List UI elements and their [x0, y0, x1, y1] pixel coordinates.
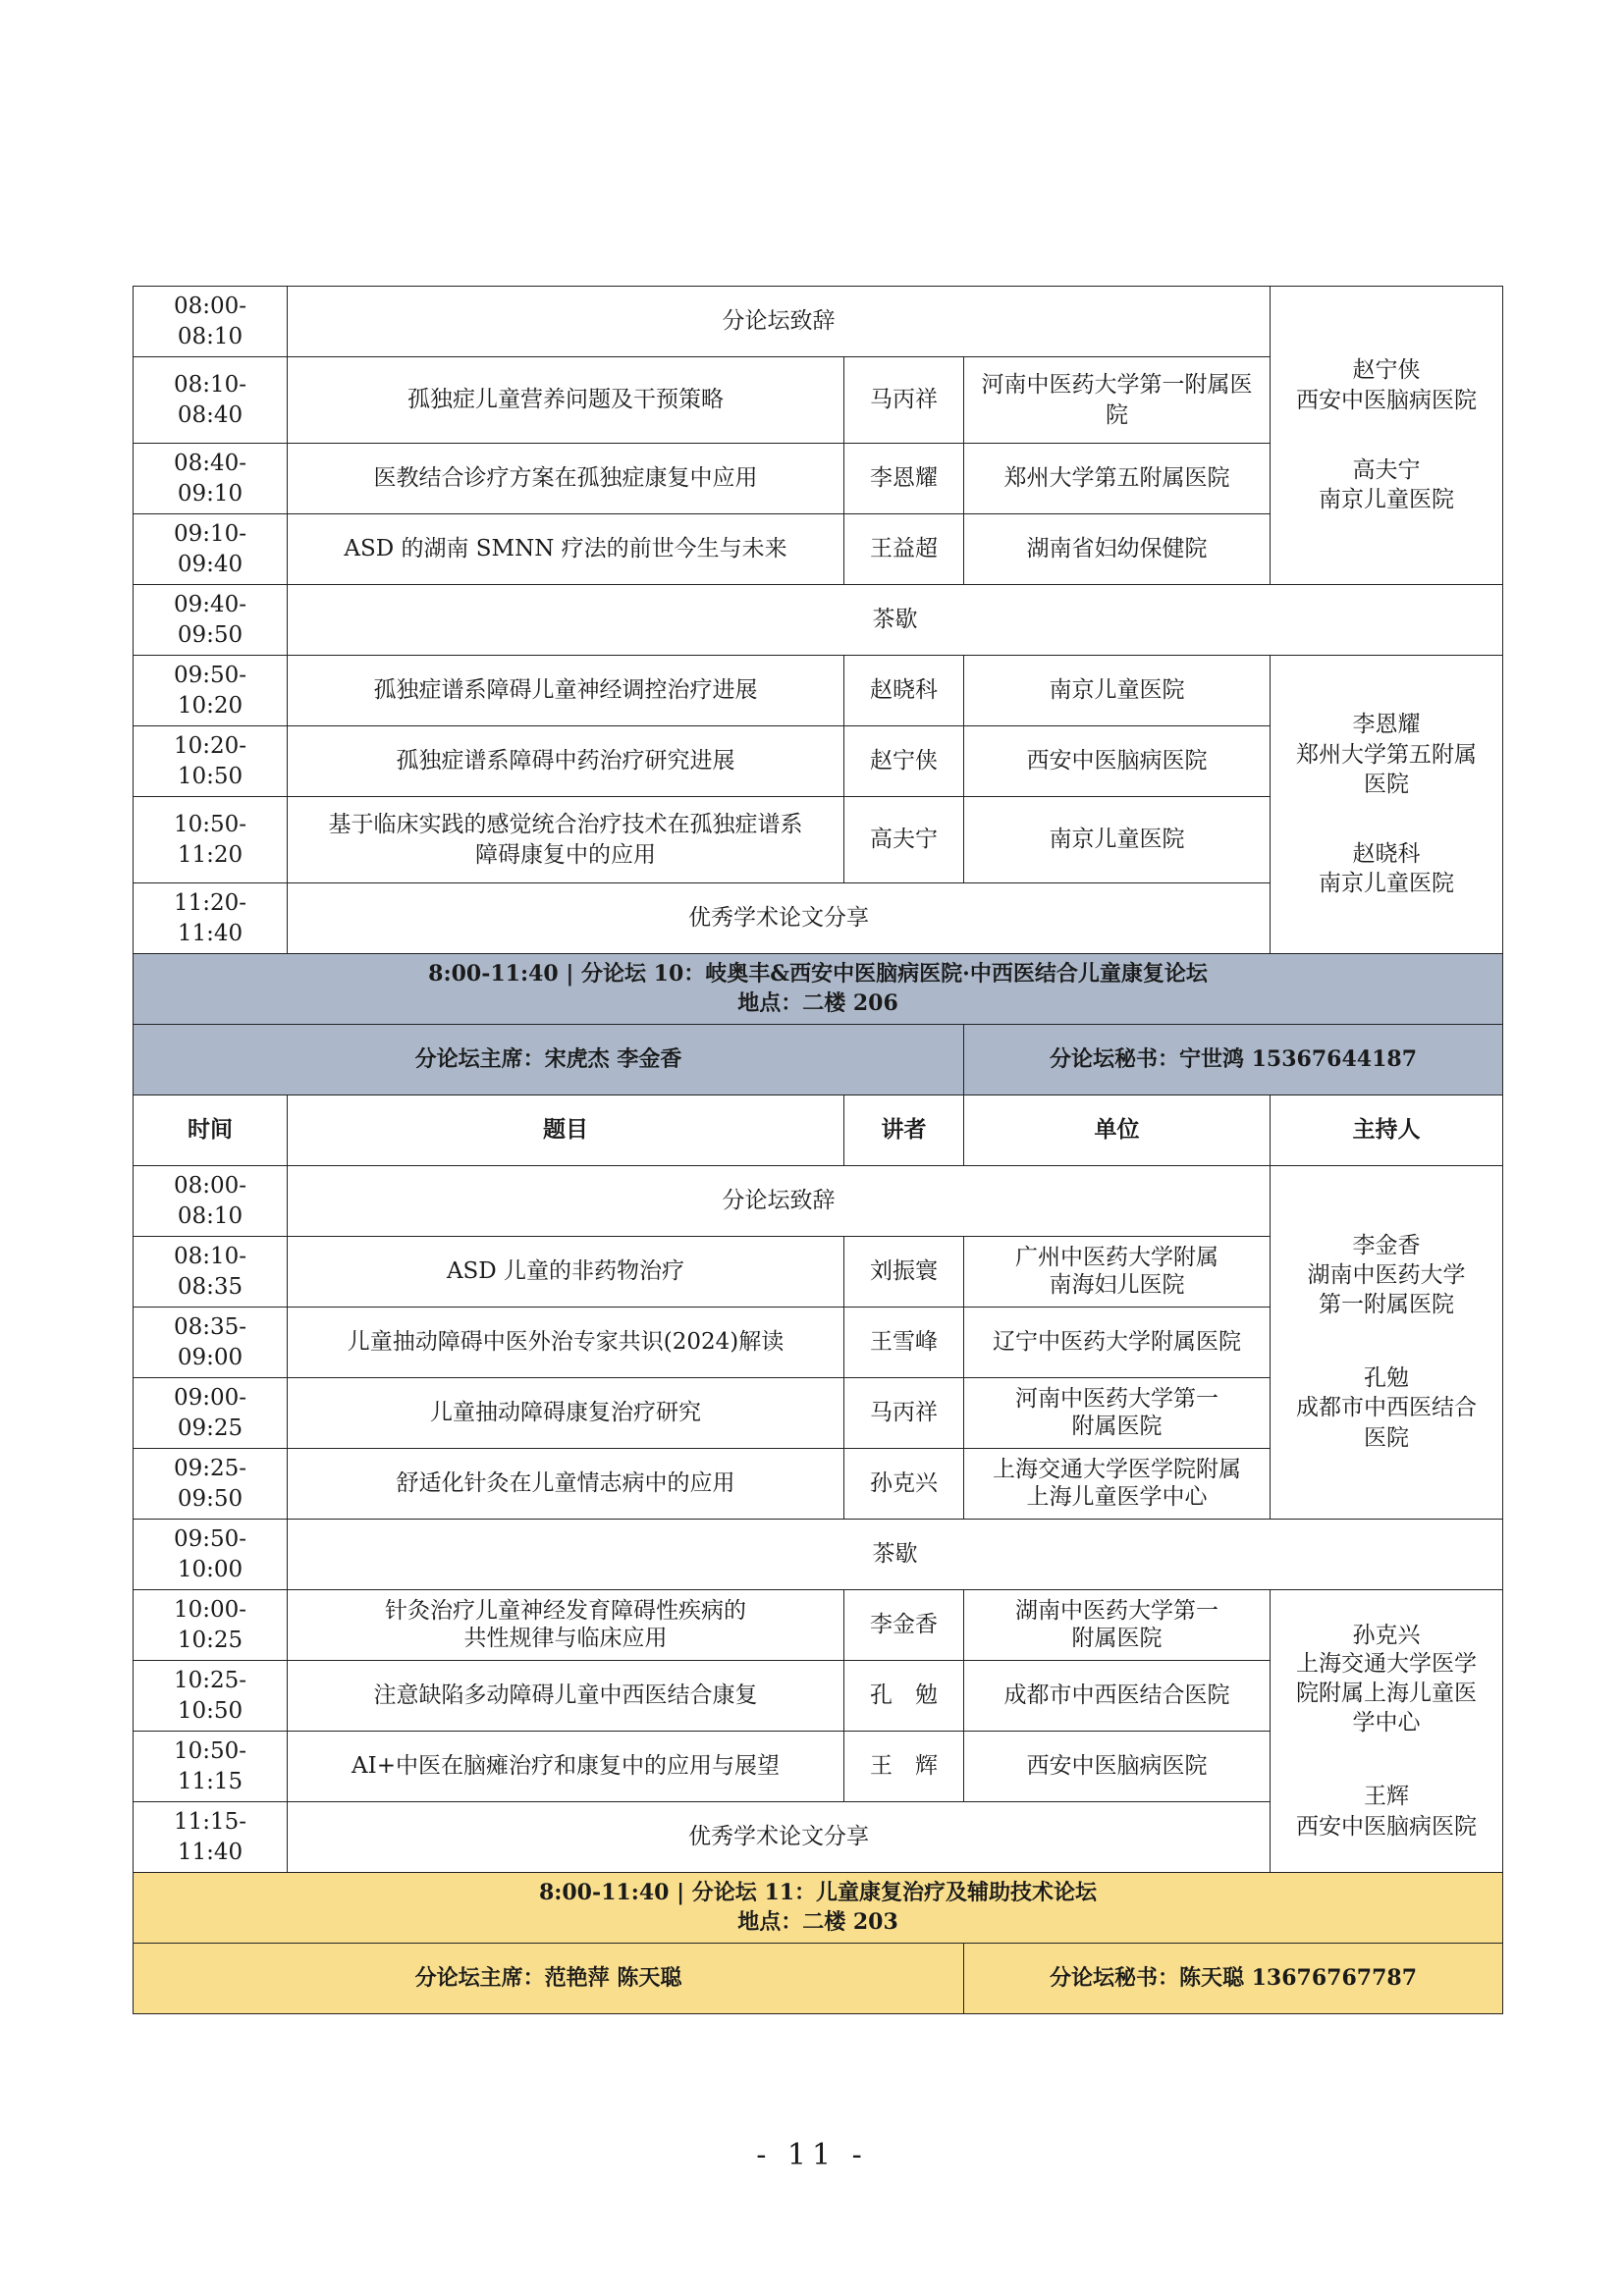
- time-cell: 11:20-11:40: [134, 883, 288, 954]
- host-cell: [1271, 287, 1503, 585]
- time-cell: 10:25-10:50: [134, 1661, 288, 1732]
- topic-cell: 医教结合诊疗方案在孤独症康复中应用: [288, 444, 844, 514]
- unit-cell: 河南中医药大学第一 附属医院: [964, 1378, 1271, 1449]
- unit-cell: 南京儿童医院: [964, 797, 1271, 883]
- table-row: [134, 656, 1503, 726]
- speaker-cell: 李恩耀: [844, 444, 964, 514]
- speaker-cell: 马丙祥: [844, 1378, 964, 1449]
- forum-location: 地点：二楼 206: [737, 989, 898, 1016]
- time-cell: 09:50-10:20: [134, 656, 288, 726]
- host-cell: [1271, 1590, 1503, 1873]
- forum-location: 地点：二楼 203: [737, 1908, 898, 1935]
- topic-cell: 舒适化针灸在儿童情志病中的应用: [288, 1449, 844, 1520]
- host-name: 王辉: [1364, 1784, 1409, 1810]
- table-row: [134, 1520, 1503, 1590]
- topic-cell: 注意缺陷多动障碍儿童中西医结合康复: [288, 1661, 844, 1732]
- unit-cell: 河南中医药大学第一附属医院: [964, 357, 1271, 444]
- time-cell: 08:00-08:10: [134, 1166, 288, 1237]
- break-cell: 茶歇: [288, 585, 1503, 656]
- unit-cell: 西安中医脑病医院: [964, 1732, 1271, 1802]
- time-cell: 10:50-11:20: [134, 797, 288, 883]
- time-cell: 08:00-08:10: [134, 287, 288, 357]
- table-row: [134, 287, 1503, 357]
- host-org: 医院: [1364, 772, 1409, 798]
- host-org: 湖南中医药大学: [1307, 1262, 1466, 1289]
- host-name: 李恩耀: [1352, 712, 1421, 738]
- speaker-cell: 孙克兴: [844, 1449, 964, 1520]
- host-name: 赵晓科: [1352, 840, 1421, 867]
- column-header-row: [134, 1095, 1503, 1166]
- forum-title: 8:00-11:40 | 分论坛 10：岐奥丰&西安中医脑病医院·中西医结合儿童康复论坛: [428, 960, 1208, 987]
- speaker-cell: 王益超: [844, 514, 964, 585]
- unit-cell: 郑州大学第五附属医院: [964, 444, 1271, 514]
- speaker-cell: 赵宁侠: [844, 726, 964, 797]
- topic-cell: AI+中医在脑瘫治疗和康复中的应用与展望: [288, 1732, 844, 1802]
- column-header-unit: 单位: [964, 1095, 1271, 1166]
- host-org: 西安中医脑病医院: [1296, 1813, 1477, 1840]
- unit-cell: 成都市中西医结合医院: [964, 1661, 1271, 1732]
- topic-cell: 孤独症谱系障碍儿童神经调控治疗进展: [288, 656, 844, 726]
- table-row: [134, 585, 1503, 656]
- topic-cell: ASD 儿童的非药物治疗: [288, 1237, 844, 1308]
- column-header-host: 主持人: [1271, 1095, 1503, 1166]
- unit-cell: 南京儿童医院: [964, 656, 1271, 726]
- unit-cell: 西安中医脑病医院: [964, 726, 1271, 797]
- host-name: 孙克兴: [1352, 1622, 1421, 1648]
- time-cell: 10:20-10:50: [134, 726, 288, 797]
- topic-cell: 孤独症谱系障碍中药治疗研究进展: [288, 726, 844, 797]
- topic-cell: 针灸治疗儿童神经发育障碍性疾病的 共性规律与临床应用: [288, 1590, 844, 1661]
- schedule-table: [133, 286, 1503, 2014]
- speaker-cell: 赵晓科: [844, 656, 964, 726]
- time-cell: 09:25-09:50: [134, 1449, 288, 1520]
- time-cell: 11:15-11:40: [134, 1802, 288, 1873]
- table-row: [134, 1166, 1503, 1237]
- host-org: 第一附属医院: [1319, 1291, 1454, 1317]
- forum-chair-row: [134, 1025, 1503, 1095]
- unit-cell: 湖南中医药大学第一 附属医院: [964, 1590, 1271, 1661]
- speaker-cell: 马丙祥: [844, 357, 964, 444]
- speaker-cell: 高夫宁: [844, 797, 964, 883]
- host-name: 赵宁侠: [1352, 357, 1421, 384]
- time-cell: 09:10-09:40: [134, 514, 288, 585]
- forum-chair: 分论坛主席：范艳萍 陈天聪: [134, 1944, 964, 2014]
- unit-cell: 上海交通大学医学院附属 上海儿童医学中心: [964, 1449, 1271, 1520]
- speaker-cell: 孔 勉: [844, 1661, 964, 1732]
- page-number: - 11 -: [756, 2138, 868, 2172]
- unit-cell: 辽宁中医药大学附属医院: [964, 1308, 1271, 1378]
- speaker-cell: 李金香: [844, 1590, 964, 1661]
- topic-cell: 优秀学术论文分享: [288, 883, 1271, 954]
- forum-secretary: 分论坛秘书：宁世鸿 15367644187: [964, 1025, 1503, 1095]
- time-cell: 08:40-09:10: [134, 444, 288, 514]
- column-header-time: 时间: [134, 1095, 288, 1166]
- topic-cell: 儿童抽动障碍康复治疗研究: [288, 1378, 844, 1449]
- forum-secretary: 分论坛秘书：陈天聪 13676767787: [964, 1944, 1503, 2014]
- speaker-cell: 王雪峰: [844, 1308, 964, 1378]
- time-cell: 09:40-09:50: [134, 585, 288, 656]
- host-org: 郑州大学第五附属: [1296, 741, 1477, 768]
- host-org: 医院: [1364, 1424, 1409, 1451]
- topic-cell: 基于临床实践的感觉统合治疗技术在孤独症谱系 障碍康复中的应用: [288, 797, 844, 883]
- topic-cell: 优秀学术论文分享: [288, 1802, 1271, 1873]
- break-cell: 茶歇: [288, 1520, 1503, 1590]
- time-cell: 08:10-08:40: [134, 357, 288, 444]
- topic-cell: 儿童抽动障碍中医外治专家共识(2024)解读: [288, 1308, 844, 1378]
- host-name: 高夫宁: [1352, 456, 1421, 483]
- column-header-speaker: 讲者: [844, 1095, 964, 1166]
- time-cell: 10:00-10:25: [134, 1590, 288, 1661]
- forum-header: [134, 1873, 1503, 1944]
- time-cell: 09:00-09:25: [134, 1378, 288, 1449]
- host-org: 成都市中西医结合: [1296, 1395, 1477, 1421]
- forum-header: [134, 954, 1503, 1025]
- time-cell: 08:35-09:00: [134, 1308, 288, 1378]
- host-name: 孔勉: [1364, 1364, 1409, 1391]
- unit-cell: 湖南省妇幼保健院: [964, 514, 1271, 585]
- speaker-cell: 刘振寰: [844, 1237, 964, 1308]
- host-org: 南京儿童医院: [1319, 871, 1454, 897]
- time-cell: 08:10-08:35: [134, 1237, 288, 1308]
- topic-cell: ASD 的湖南 SMNN 疗法的前世今生与未来: [288, 514, 844, 585]
- host-org: 上海交通大学医学: [1296, 1651, 1477, 1678]
- forum-title: 8:00-11:40 | 分论坛 11：儿童康复治疗及辅助技术论坛: [538, 1879, 1098, 1905]
- host-cell: [1271, 656, 1503, 954]
- topic-cell: 孤独症儿童营养问题及干预策略: [288, 357, 844, 444]
- forum-chair-row: [134, 1944, 1503, 2014]
- topic-cell: 分论坛致辞: [288, 1166, 1271, 1237]
- forum-chair: 分论坛主席：宋虎杰 李金香: [134, 1025, 964, 1095]
- time-cell: 09:50-10:00: [134, 1520, 288, 1590]
- time-cell: 10:50-11:15: [134, 1732, 288, 1802]
- column-header-topic: 题目: [288, 1095, 844, 1166]
- host-org: 南京儿童医院: [1319, 487, 1454, 513]
- speaker-cell: 王 辉: [844, 1732, 964, 1802]
- table-row: [134, 1590, 1503, 1661]
- host-name: 李金香: [1352, 1233, 1421, 1259]
- host-cell: [1271, 1166, 1503, 1520]
- topic-cell: 分论坛致辞: [288, 287, 1271, 357]
- unit-cell: 广州中医药大学附属 南海妇儿医院: [964, 1237, 1271, 1308]
- host-org: 西安中医脑病医院: [1296, 387, 1477, 413]
- host-org: 院附属上海儿童医: [1296, 1681, 1477, 1707]
- host-org: 学中心: [1352, 1710, 1421, 1736]
